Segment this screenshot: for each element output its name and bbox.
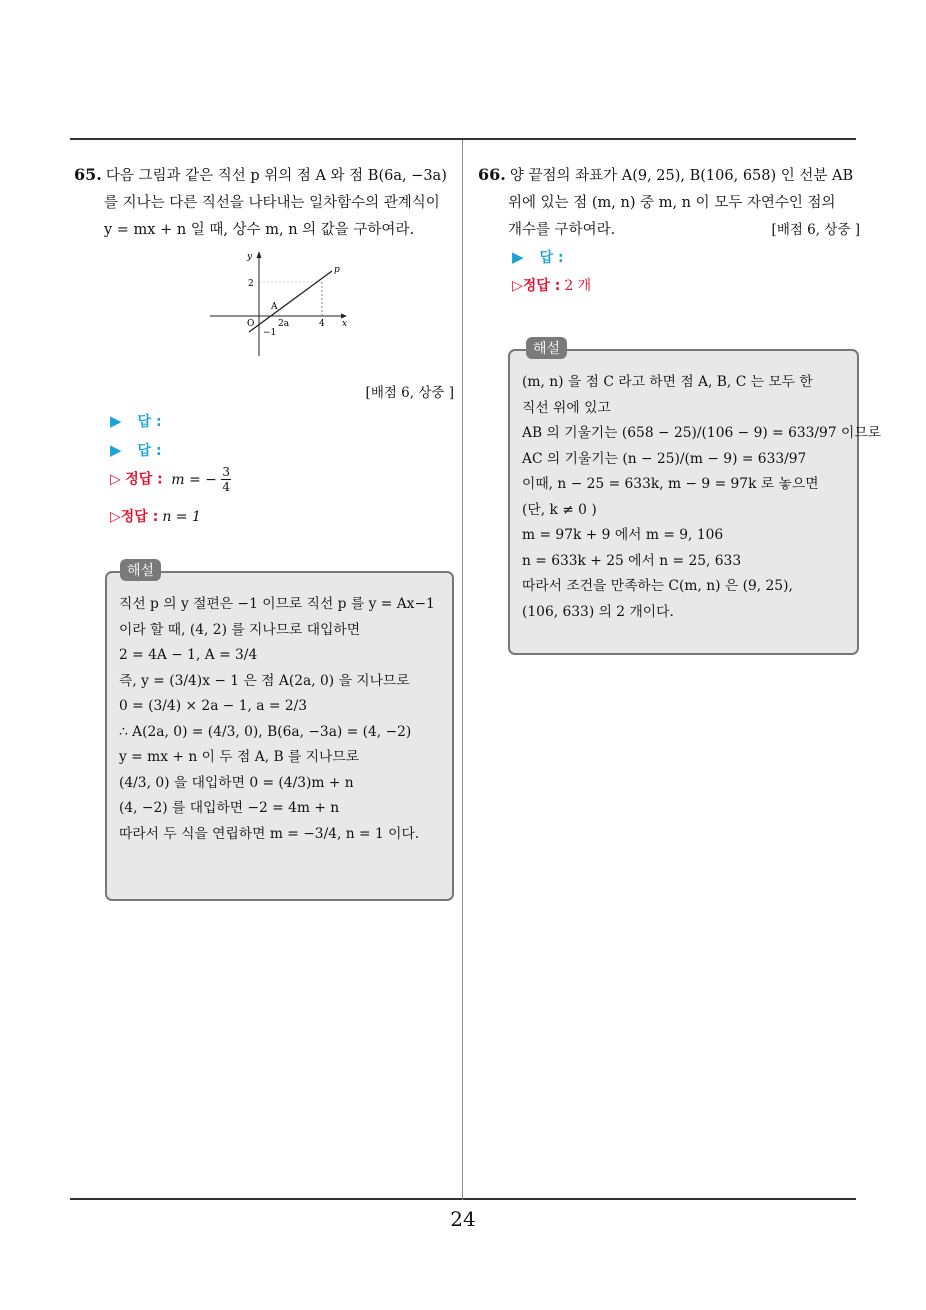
correct-value: 2 개 xyxy=(564,278,592,294)
answer-row xyxy=(110,436,450,465)
x-tick-4: 4 xyxy=(319,319,325,329)
solution-line: 이때, n − 25 = 633k, m − 9 = 97k 로 놓으면 xyxy=(522,476,819,492)
solution-body xyxy=(522,370,881,625)
question-number: 66. xyxy=(478,165,506,184)
solution-tag: 해설 xyxy=(526,337,567,359)
question-text-line: 를 지나는 다른 직선을 나타내는 일차함수의 관계식이 xyxy=(104,195,440,211)
x-axis-label: x xyxy=(342,319,348,329)
correct-label: 정답 : xyxy=(120,509,159,525)
solution-line: 직선 위에 있고 xyxy=(522,399,611,416)
solution-line: (단, k ≠ 0 ) xyxy=(522,501,597,518)
solution-line: n = 633k + 25 에서 n = 25, 633 xyxy=(522,552,742,569)
solution-line: (106, 633) 의 2 개이다. xyxy=(522,603,674,620)
answer-row xyxy=(110,407,450,436)
solution-line: (4, −2) 를 대입하면 −2 = 4m + n xyxy=(119,800,340,816)
solution-line: 따라서 조건을 만족하는 C(m, n) 은 (9, 25), xyxy=(522,578,793,594)
score-tag: [배점 6, 상중 ] xyxy=(771,222,860,238)
correct-triangle-icon: ▷ xyxy=(512,278,523,294)
solution-line: AB 의 기울기는 (658 − 25)/(106 − 9) = 633/97 이므로 xyxy=(522,425,881,441)
answer-section xyxy=(512,243,852,300)
answer-row xyxy=(512,243,852,272)
solution-line: ∴ A(2a, 0) = (4/3, 0), B(6a, −3a) = (4, −2) xyxy=(119,723,412,740)
answer-label: 답 : xyxy=(137,443,162,459)
solution-line: 즉, y = (3/4)x − 1 은 점 A(2a, 0) 을 지나므로 xyxy=(119,672,410,689)
top-rule xyxy=(70,138,856,140)
question-65 xyxy=(74,161,458,244)
solution-line: (4/3, 0) 을 대입하면 0 = (4/3)m + n xyxy=(119,774,354,791)
question-text-line: 위에 있는 점 (m, n) 중 m, n 이 모두 자연수인 점의 xyxy=(508,195,836,211)
question-66 xyxy=(478,161,860,244)
y-tick-2: 2 xyxy=(248,279,254,289)
answer-triangle-icon: ▶ xyxy=(110,412,122,430)
question-text-line: 다음 그림과 같은 직선 p 위의 점 A 와 점 B(6a, −3a) xyxy=(105,168,447,184)
correct-value: m = − xyxy=(171,471,217,488)
question-number: 65. xyxy=(74,165,102,184)
origin-label: O xyxy=(247,319,255,329)
answer-section xyxy=(110,407,450,531)
numerator: 3 xyxy=(222,465,230,479)
answer-triangle-icon: ▶ xyxy=(110,441,122,459)
page-number: 24 xyxy=(450,1207,476,1231)
solution-box-66 xyxy=(508,341,881,655)
question-text-line: y = mx + n 일 때, 상수 m, n 의 값을 구하여라. xyxy=(104,222,415,238)
x-axis-arrow xyxy=(341,314,347,319)
solution-line: AC 의 기울기는 (n − 25)/(m − 9) = 633/97 xyxy=(522,450,807,467)
solution-body xyxy=(119,592,435,847)
y-axis-arrow xyxy=(257,251,262,258)
denominator: 4 xyxy=(222,480,230,494)
solution-box-65 xyxy=(105,563,454,901)
solution-line: 0 = (3/4) × 2a − 1, a = 2/3 xyxy=(119,698,308,714)
correct-triangle-icon: ▷ xyxy=(110,471,121,488)
x-tick-2a: 2a xyxy=(278,319,290,329)
solution-line: 직선 p 의 y 절편은 −1 이므로 직선 p 를 y = Ax−1 xyxy=(119,596,435,612)
solution-line: 이라 할 때, (4, 2) 를 지나므로 대입하면 xyxy=(119,621,361,638)
correct-label: 정답 : xyxy=(522,278,561,294)
answer-label: 답 : xyxy=(539,250,564,266)
answer-triangle-icon: ▶ xyxy=(512,248,524,266)
solution-line: y = mx + n 이 두 점 A, B 를 지나므로 xyxy=(119,749,360,765)
correct-value: n = 1 xyxy=(162,509,201,525)
correct-label: 정답 : xyxy=(125,471,163,488)
solution-line: (m, n) 을 점 C 라고 하면 점 A, B, C 는 모두 한 xyxy=(522,374,813,390)
column-divider xyxy=(462,140,463,1200)
solution-line: 따라서 두 식을 연립하면 m = −3/4, n = 1 이다. xyxy=(119,825,420,842)
bottom-rule xyxy=(70,1198,856,1200)
correct-answer-row xyxy=(110,465,450,503)
score-tag: [배점 6, 상중 ] xyxy=(365,385,454,401)
line-graph xyxy=(205,248,355,360)
line-p-label: p xyxy=(334,265,340,275)
correct-answer-row xyxy=(512,272,852,300)
question-text-line: 개수를 구하여라. xyxy=(508,222,616,238)
correct-answer-row xyxy=(110,503,450,531)
question-text-line: 양 끝점의 좌표가 A(9, 25), B(106, 658) 인 선분 AB xyxy=(509,168,854,184)
y-axis-label: y xyxy=(247,252,253,262)
solution-tag: 해설 xyxy=(120,559,161,581)
y-tick-neg1: −1 xyxy=(263,328,277,338)
point-a-label: A xyxy=(271,302,278,312)
fraction xyxy=(221,465,231,494)
correct-triangle-icon: ▷ xyxy=(110,509,121,525)
solution-line: 2 = 4A − 1, A = 3/4 xyxy=(119,647,258,663)
answer-label: 답 : xyxy=(137,414,162,430)
solution-line: m = 97k + 9 에서 m = 9, 106 xyxy=(522,527,724,543)
